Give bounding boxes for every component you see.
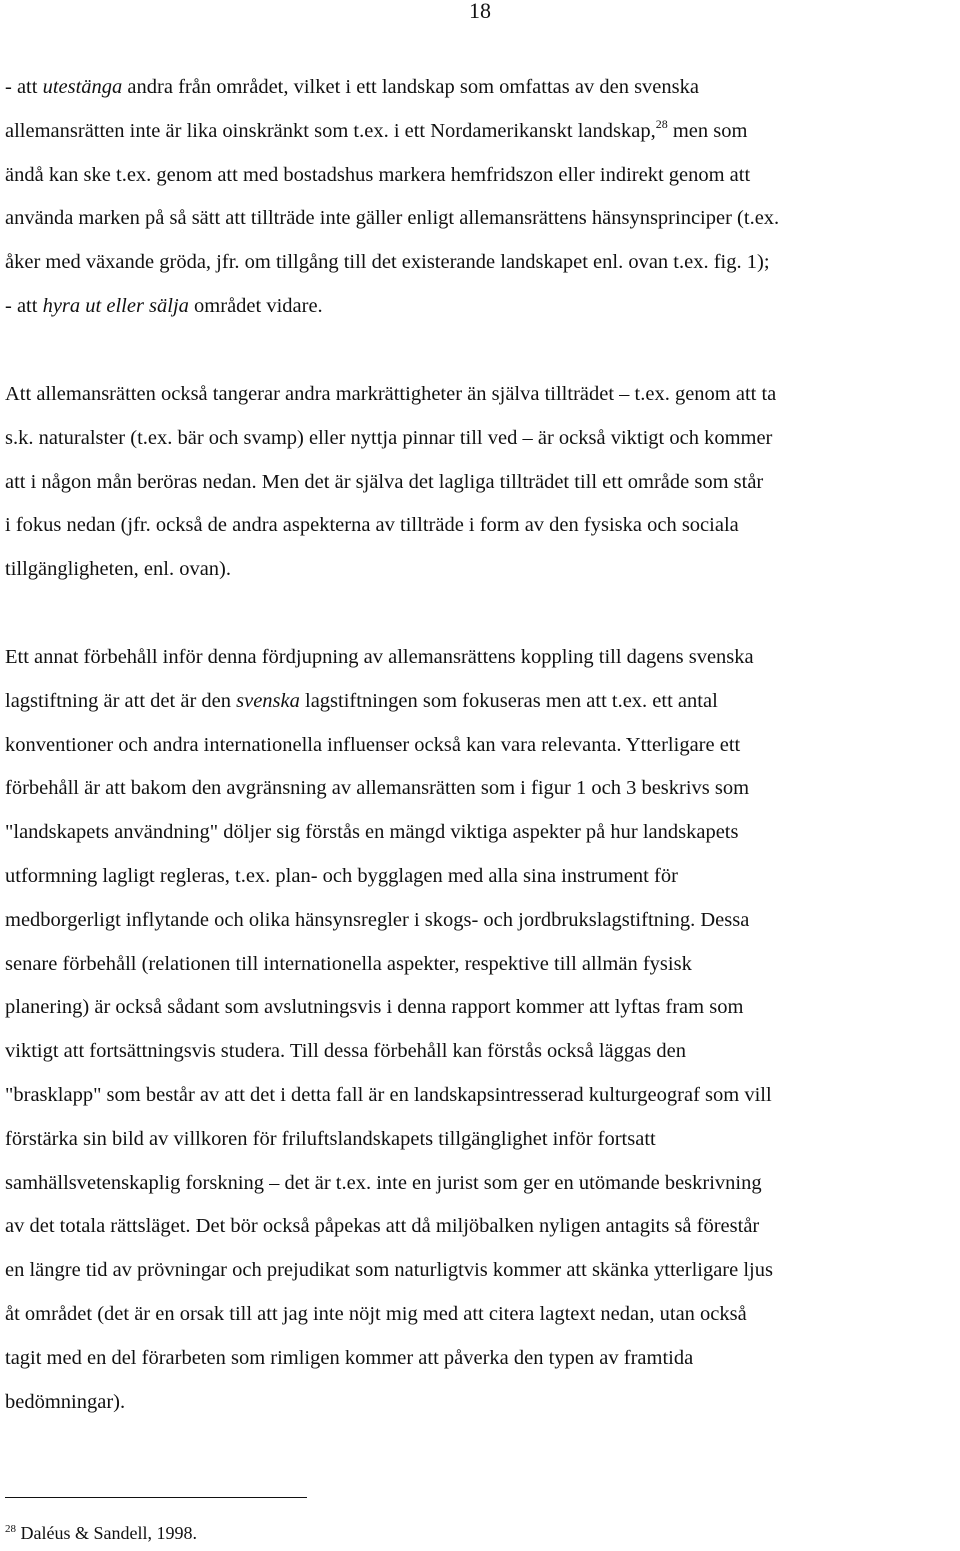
emphasis-text: utestänga (42, 76, 123, 98)
emphasis-text: hyra ut eller sälja (42, 294, 189, 317)
paragraph-forbehall (5, 636, 957, 1424)
text-line: tillgängligheten, enl. ovan). (5, 558, 232, 581)
text-line: samhällsvetenskaplig forskning – det är t.ex. inte en jurist som ger en utömande beskrivning (5, 1171, 762, 1194)
text-line: ändå kan ske t.ex. genom att med bostadshus markera hemfridszon eller indirekt genom att (5, 163, 751, 186)
text-line (5, 66, 957, 110)
text-line: Ett annat förbehåll inför denna fördjupning av allemansrättens koppling till dagens svenska (5, 646, 754, 668)
text-span: - att (5, 76, 43, 98)
text-line: medborgerligt inflytande och olika hänsynsregler i skogs- och jordbrukslagstiftning. Dessa (5, 908, 750, 931)
text-span: lagstiftningen som fokuseras men att t.ex. ett antal (299, 689, 718, 712)
text-line: "landskapets användning" döljer sig förstås en mängd viktiga aspekter på hur landskapets (5, 821, 739, 844)
text-line: i fokus nedan (jfr. också de andra aspekterna av tillträde i form av den fysiska och sociala (5, 514, 739, 537)
paragraph-list-items (5, 66, 957, 329)
footnote-marker: 28 (5, 1523, 16, 1535)
text-line: utformning lagligt regleras, t.ex. plan- och bygglagen med alla sina instrument för (5, 864, 678, 887)
page-number: 18 (469, 0, 491, 23)
text-line: använda marken på så sätt att tillträde inte gäller enligt allemansrättens hänsynsprinciper (t.ex. (5, 207, 780, 230)
text-span: lagstiftning är att det är den (5, 689, 237, 712)
footnote-divider (5, 1497, 307, 1498)
text-line (5, 285, 957, 329)
text-line: senare förbehåll (relationen till internationella aspekter, respektive till allmän fysisk (5, 952, 692, 975)
text-line: viktigt att fortsättningsvis studera. Till dessa förbehåll kan förstås också läggas den (5, 1040, 686, 1063)
text-line: åker med växande gröda, jfr. om tillgång till det existerande landskapet enl. ovan t.ex. fig. 1); (5, 251, 770, 274)
text-line: "brasklapp" som består av att det i detta fall är en landskapsintresserad kulturgeograf som vill (5, 1083, 772, 1106)
text-span: allemansrätten inte är lika oinskränkt som t.ex. i ett Nordamerikanskt landskap, (5, 119, 656, 142)
text-line: Att allemansrätten också tangerar andra markrättigheter än själva tillträdet – t.ex. genom att ta (5, 383, 777, 405)
text-line: av det totala rättsläget. Det bör också påpekas att då miljöbalken nyligen antagits så förestår (5, 1215, 760, 1238)
paragraph-markrattigheter (5, 373, 957, 592)
text-span: - att (5, 294, 43, 317)
text-line: åt området (det är en orsak till att jag inte nöjt mig med att citera lagtext nedan, utan också (5, 1302, 747, 1325)
text-line: tagit med en del förarbeten som rimligen kommer att påverka den typen av framtida (5, 1346, 694, 1369)
text-line (5, 680, 957, 724)
text-span: andra från området, vilket i ett landskap som omfattas av den svenska (122, 76, 699, 98)
text-line: bedömningar). (5, 1390, 126, 1413)
text-line: konventioner och andra internationella influenser också kan vara relevanta. Ytterligare ett (5, 733, 741, 756)
text-span: området vidare. (188, 294, 323, 317)
footnote-reference: 28 (655, 116, 668, 131)
text-line: en längre tid av prövningar och prejudikat som naturligtvis kommer att skänka ytterligare ljus (5, 1259, 773, 1282)
text-span: men som (667, 119, 748, 142)
text-line: att i någon mån beröras nedan. Men det är själva det lagliga tillträdet till ett område som står (5, 470, 764, 493)
footnote (5, 1521, 197, 1545)
text-line: förbehåll är att bakom den avgränsning av allemansrätten som i figur 1 och 3 beskrivs som (5, 777, 750, 800)
text-line: förstärka sin bild av villkoren för friluftslandskapets tillgänglighet inför fortsatt (5, 1127, 656, 1150)
text-line: s.k. naturalster (t.ex. bär och svamp) eller nyttja pinnar till ved – är också viktigt och kommer (5, 426, 773, 449)
text-line (5, 110, 957, 154)
text-line: planering) är också sådant som avslutningsvis i denna rapport kommer att lyftas fram som (5, 996, 744, 1019)
emphasis-text: svenska (236, 689, 300, 712)
footnote-text: Daléus & Sandell, 1998. (16, 1523, 197, 1543)
